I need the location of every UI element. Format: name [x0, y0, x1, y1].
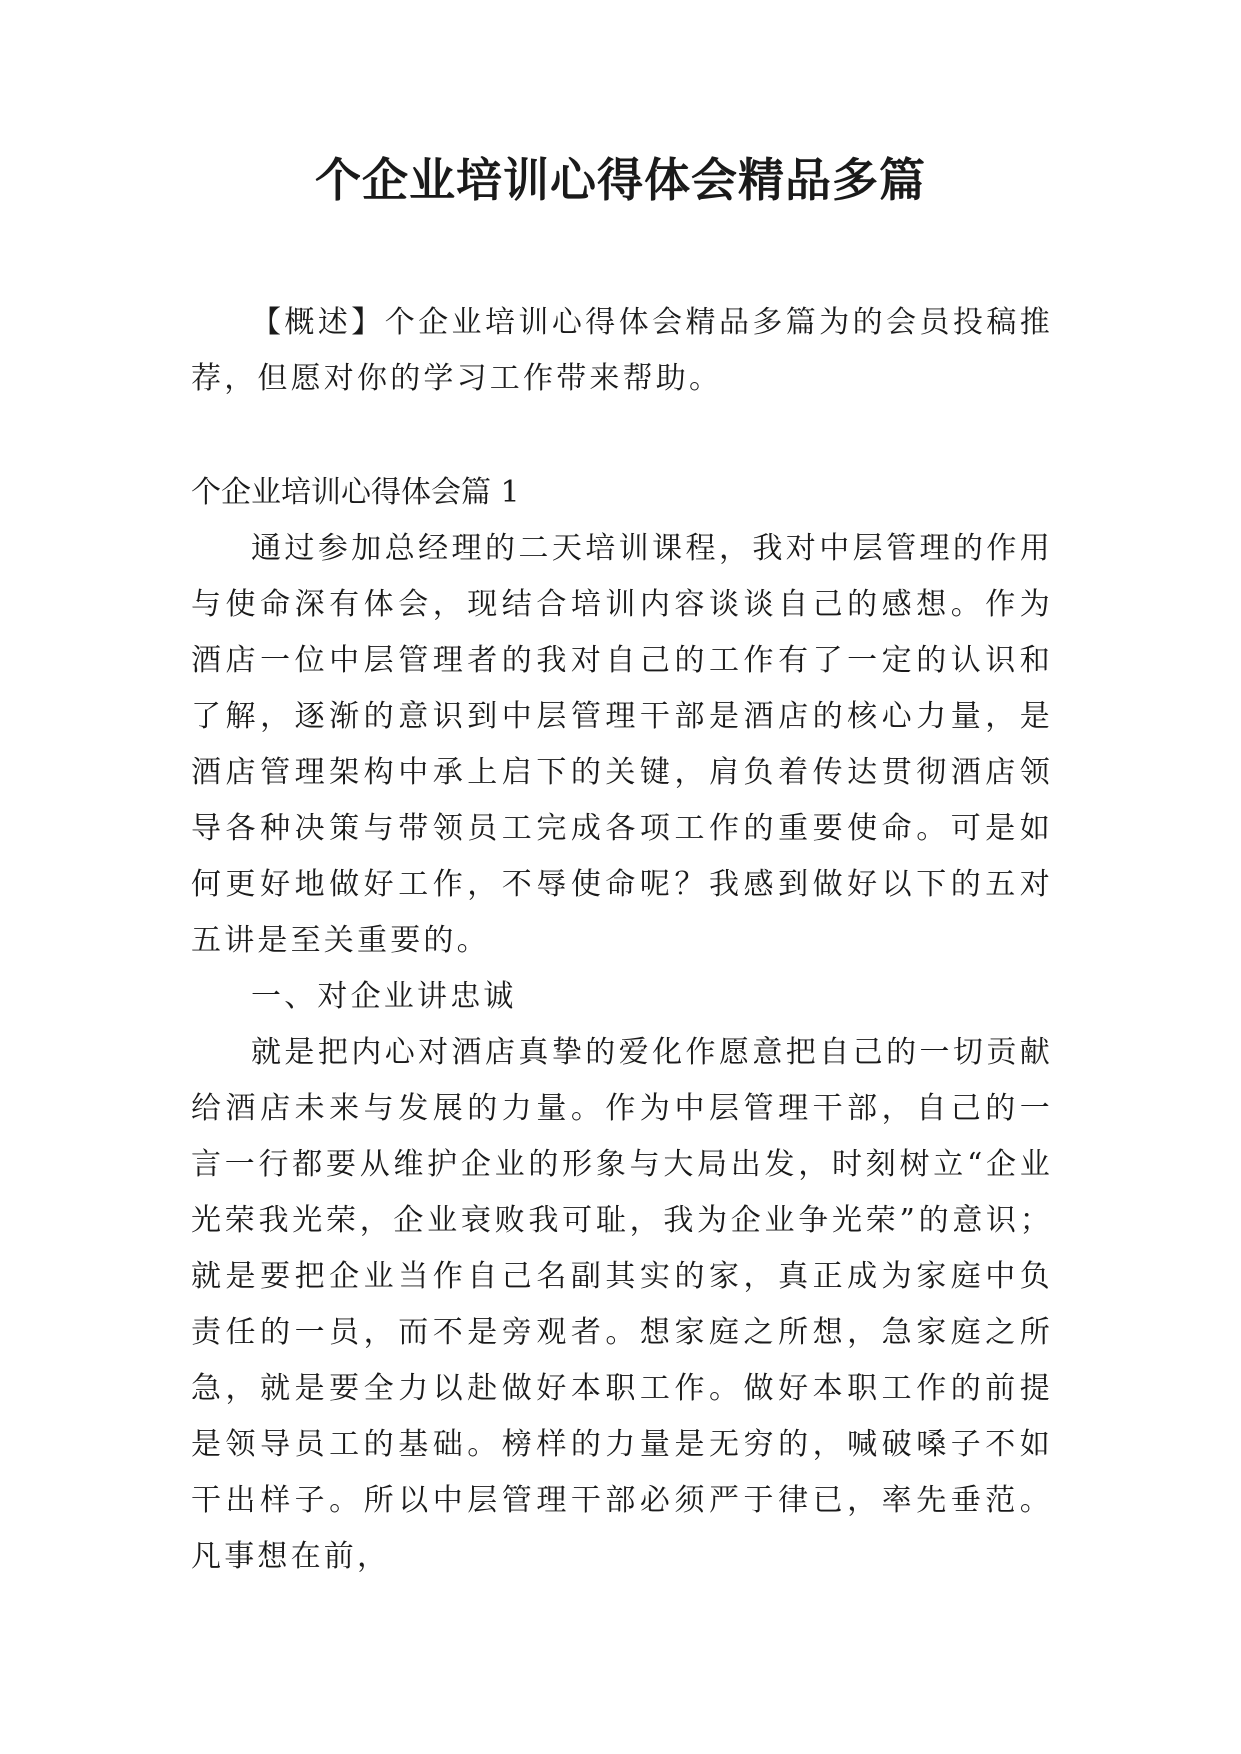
subheading-loyalty: 一、对企业讲忠诚	[251, 979, 517, 1014]
section-title: 个企业培训心得体会篇 1	[191, 475, 520, 510]
body-paragraph-1: 通过参加总经理的二天培训课程，我对中层管理的作用与使命深有体会，现结合培训内容谈谈自己的感想。作为酒店一位中层管理者的我对自己的工作有了一定的认识和了解，逐渐的意识到中层管理干部是酒店的核心力量，是酒店管理架构中承上启下的关键，肩负着传达贯彻酒店领导各种决策与带领员工完成各项工作的重要使命。可是如何更好地做好工作，不辱使命呢？我感到做好以下的五对五讲是至关重要的。	[191, 531, 1053, 958]
document-body	[191, 295, 1053, 1585]
document-title: 个企业培训心得体会精品多篇	[315, 153, 926, 207]
section-spacer	[191, 407, 1053, 465]
body-paragraph-2: 就是把内心对酒店真挚的爱化作愿意把自己的一切贡献给酒店未来与发展的力量。作为中层管理干部，自己的一言一行都要从维护企业的形象与大局出发，时刻树立“企业光荣我光荣，企业衰败我可耻，我为企业争光荣”的意识；就是要把企业当作自己名副其实的家，真正成为家庭中负责任的一员，而不是旁观者。想家庭之所想，急家庭之所急，就是要全力以赴做好本职工作。做好本职工作的前提是领导员工的基础。榜样的力量是无穷的，喊破嗓子不如干出样子。所以中层管理干部必须严于律已，率先垂范。凡事想在前，	[191, 1035, 1053, 1574]
summary-paragraph: 【概述】个企业培训心得体会精品多篇为的会员投稿推荐，但愿对你的学习工作带来帮助。	[191, 305, 1053, 396]
